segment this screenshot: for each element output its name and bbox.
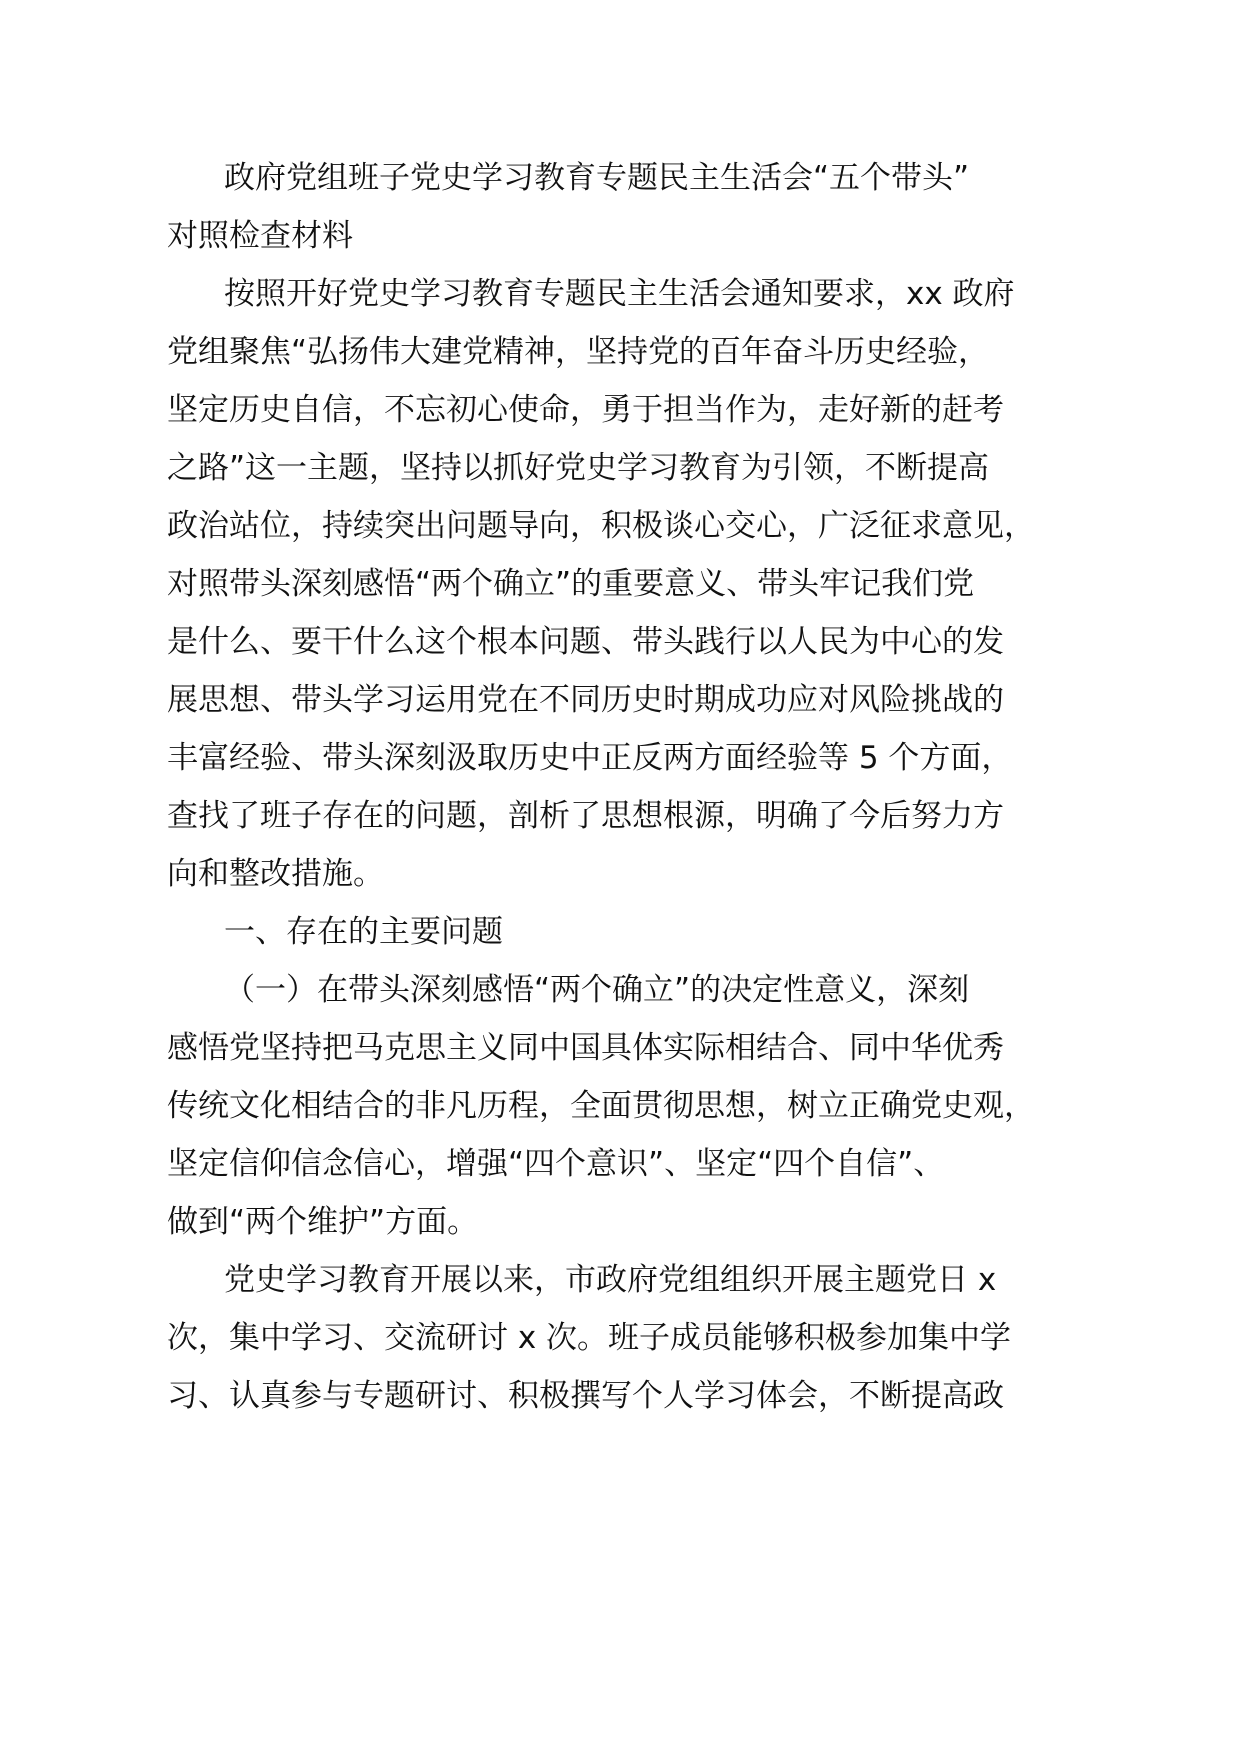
- paragraph-line: 按照开好党史学习教育专题民主生活会通知要求，xx 政府: [224, 276, 1015, 312]
- title-text-1: 政府党组班子党史学习教育专题民主生活会“五个带头”: [224, 160, 970, 196]
- paragraph-line: 丰富经验、带头深刻汲取历史中正反两方面经验等 5 个方面，: [167, 740, 1013, 776]
- subsection-line: 做到“两个维护”方面。: [167, 1204, 479, 1240]
- document-title-line-1: [0, 146, 1240, 210]
- paragraph-line: 习、认真参与专题研讨、积极撰写个人学习体会，不断提高政: [167, 1378, 1004, 1414]
- subsection-line: 传统文化相结合的非凡历程，全面贯彻思想，树立正确党史观，: [167, 1088, 1035, 1124]
- paragraph-line: 政治站位，持续突出问题导向，积极谈心交心，广泛征求意见，: [167, 508, 1035, 544]
- paragraph-line: 党史学习教育开展以来，市政府党组组织开展主题党日 x: [224, 1262, 997, 1298]
- paragraph-line: 对照带头深刻感悟“两个确立”的重要意义、带头牢记我们党: [167, 566, 975, 602]
- subsection-line: （一）在带头深刻感悟“两个确立”的决定性意义，深刻: [224, 972, 970, 1008]
- document-title-line-2: [0, 204, 1240, 268]
- paragraph-line: 党组聚焦“弘扬伟大建党精神，坚持党的百年奋斗历史经验，: [167, 334, 990, 370]
- paragraph-line: 是什么、要干什么这个根本问题、带头践行以人民为中心的发: [167, 624, 1004, 660]
- paragraph-line: 展思想、带头学习运用党在不同历史时期成功应对风险挑战的: [167, 682, 1004, 718]
- paragraph-line: 之路”这一主题，坚持以抓好党史学习教育为引领，不断提高: [167, 450, 990, 486]
- title-text-2: 对照检查材料: [167, 218, 353, 254]
- paragraph-line: 向和整改措施。: [167, 856, 384, 892]
- paragraph-line: 坚定历史自信，不忘初心使命，勇于担当作为，走好新的赶考: [167, 392, 1004, 428]
- subsection-line: 感悟党坚持把马克思主义同中国具体实际相结合、同中华优秀: [167, 1030, 1004, 1066]
- paragraph-line: 次，集中学习、交流研讨 x 次。班子成员能够积极参加集中学: [167, 1320, 1012, 1356]
- subsection-line: 坚定信仰信念信心，增强“四个意识”、坚定“四个自信”、: [167, 1146, 945, 1182]
- paragraph-line: 查找了班子存在的问题，剖析了思想根源，明确了今后努力方: [167, 798, 1004, 834]
- section-heading: 一、存在的主要问题: [224, 914, 503, 950]
